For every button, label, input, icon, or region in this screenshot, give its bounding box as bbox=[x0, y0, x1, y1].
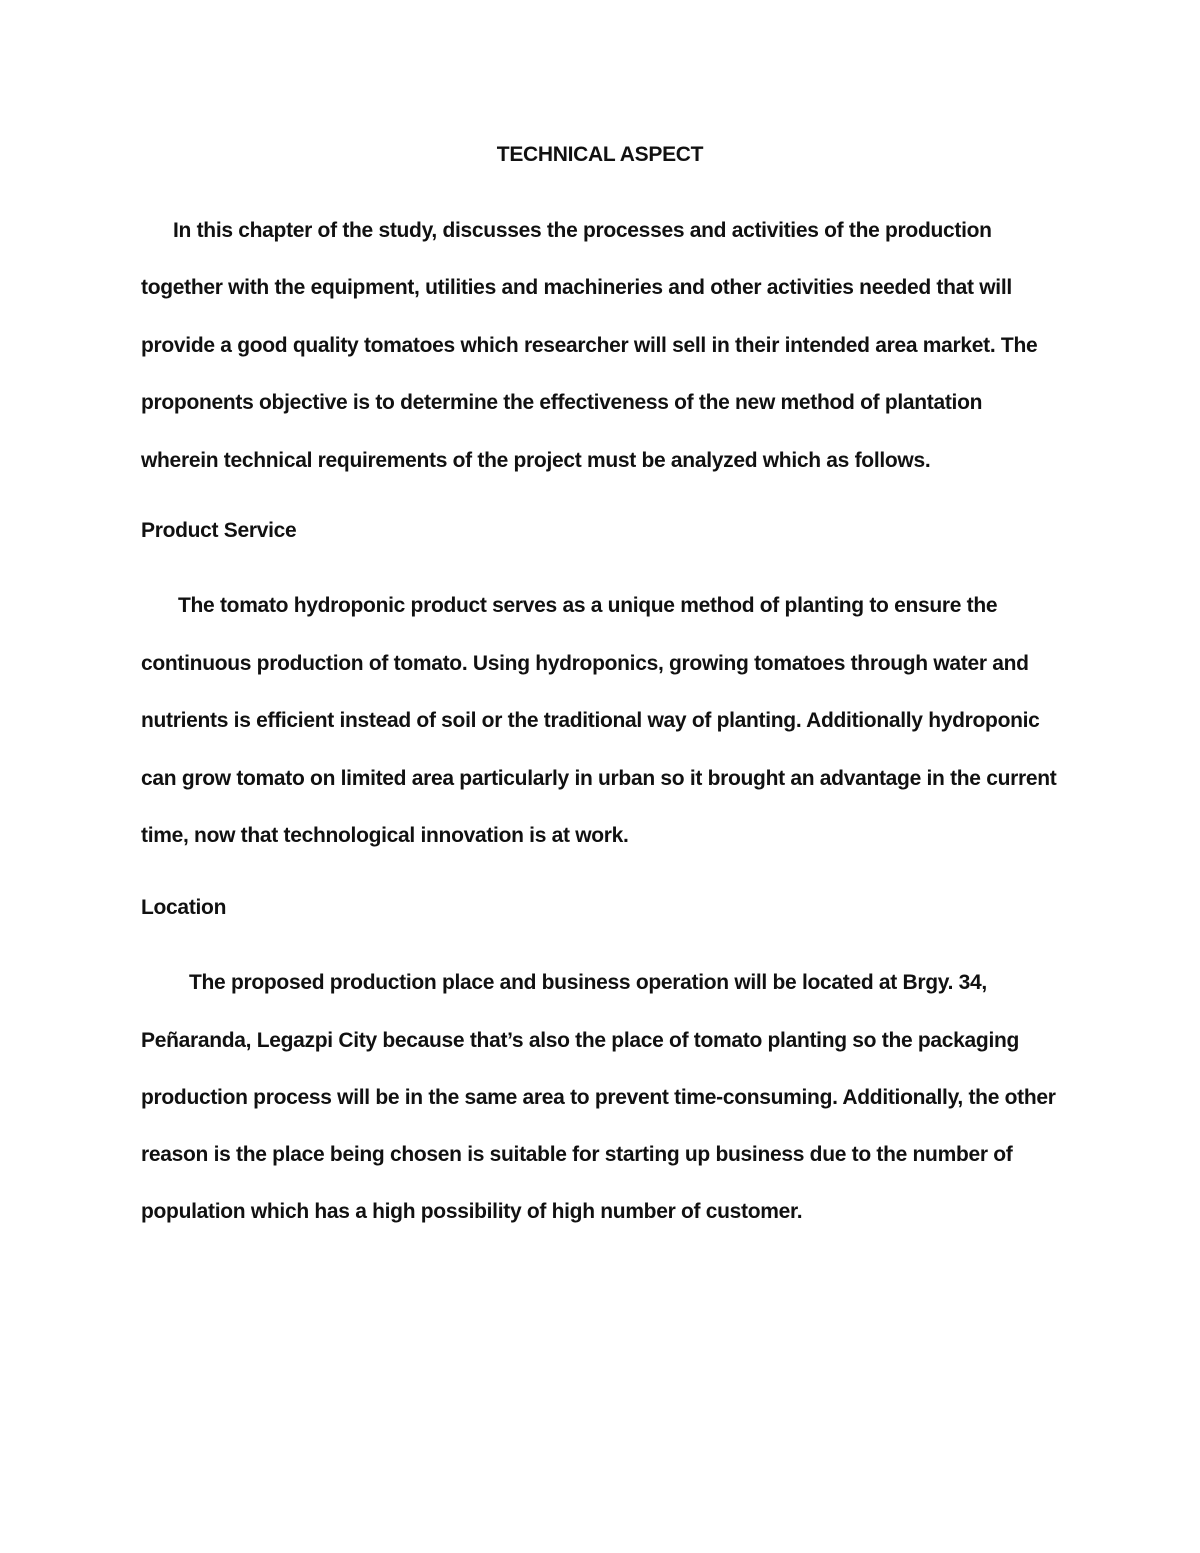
location-line-1: The proposed production place and business operation will be located at Brgy. 34, bbox=[189, 971, 987, 994]
section-heading-location: Location bbox=[141, 896, 227, 919]
page-title: TECHNICAL ASPECT bbox=[496, 143, 704, 166]
intro-line-3: provide a good quality tomatoes which researcher will sell in their intended area market. The bbox=[141, 334, 1038, 357]
intro-line-1: In this chapter of the study, discusses the processes and activities of the production bbox=[173, 219, 992, 242]
intro-line-2: together with the equipment, utilities and machineries and other activities needed that will bbox=[141, 276, 1012, 299]
location-line-5: population which has a high possibility of high number of customer. bbox=[141, 1200, 803, 1223]
intro-line-5: wherein technical requirements of the project must be analyzed which as follows. bbox=[141, 449, 931, 472]
product-line-2: continuous production of tomato. Using hydroponics, growing tomatoes through water and bbox=[141, 652, 1029, 675]
location-line-3: production process will be in the same area to prevent time-consuming. Additionally, the other bbox=[141, 1086, 1056, 1109]
product-line-5: time, now that technological innovation is at work. bbox=[141, 824, 629, 847]
product-line-1: The tomato hydroponic product serves as a unique method of planting to ensure the bbox=[178, 594, 998, 617]
section-heading-product-service: Product Service bbox=[141, 519, 297, 542]
location-line-2: Peñaranda, Legazpi City because that’s also the place of tomato planting so the packaging bbox=[141, 1029, 1020, 1052]
product-line-3: nutrients is efficient instead of soil or the traditional way of planting. Additionally hydroponic bbox=[141, 709, 1040, 732]
location-line-4: reason is the place being chosen is suitable for starting up business due to the number of bbox=[141, 1143, 1013, 1166]
product-line-4: can grow tomato on limited area particularly in urban so it brought an advantage in the current bbox=[141, 767, 1057, 790]
intro-line-4: proponents objective is to determine the effectiveness of the new method of plantation bbox=[141, 391, 983, 414]
